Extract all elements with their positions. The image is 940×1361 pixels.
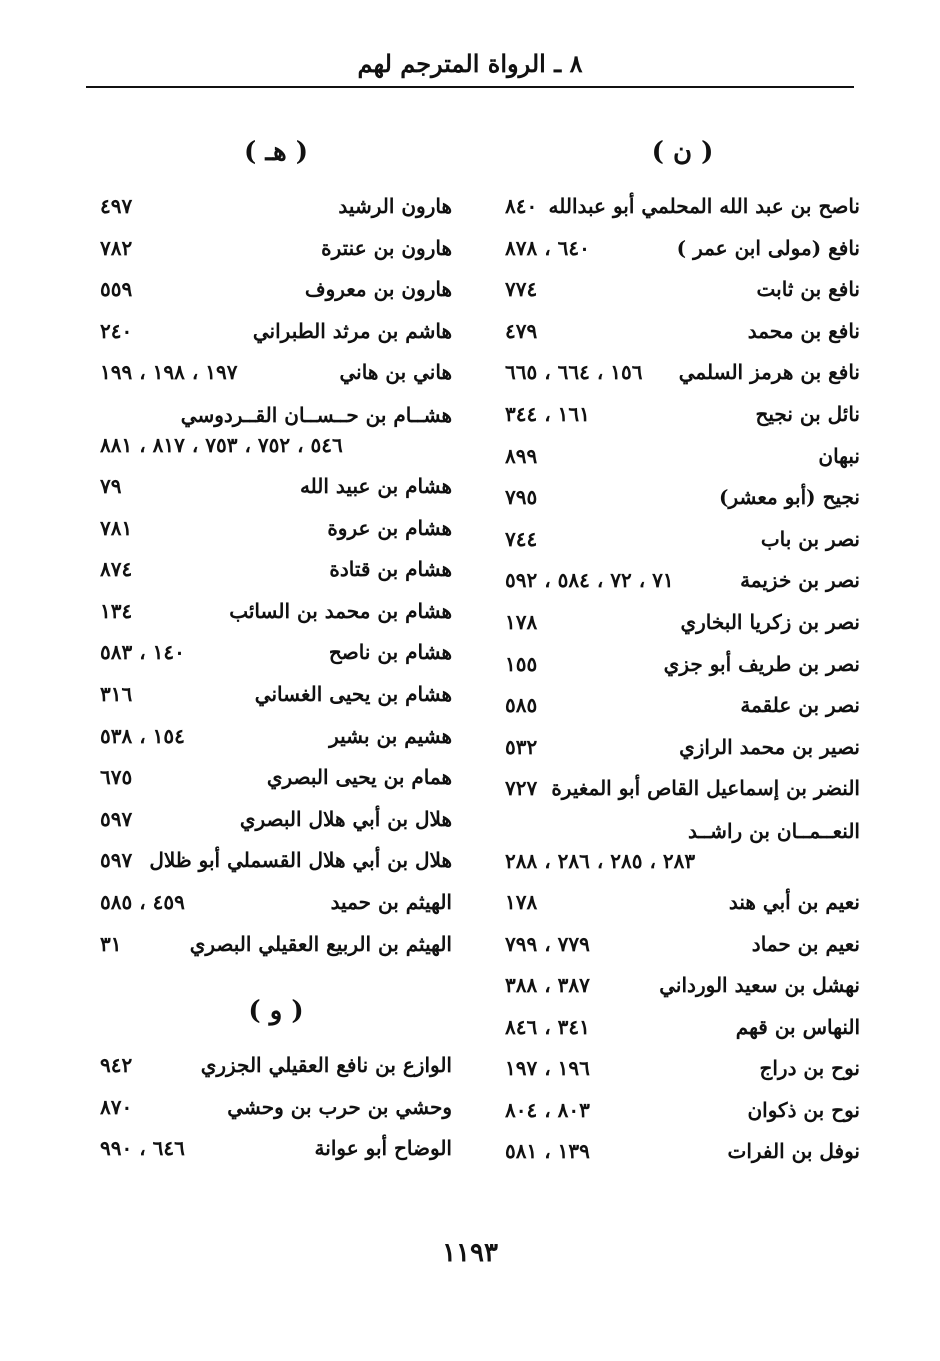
- narrator-name: نافع بن ثابت: [756, 277, 860, 302]
- page-refs: ١٦١ ، ٣٤٤: [505, 401, 590, 426]
- page-title: ٨ ـ الرواة المترجم لهم: [357, 49, 583, 78]
- list-item: [505, 810, 860, 882]
- narrator-name: نصر بن خزيمة: [740, 568, 860, 593]
- narrator-name: هلال بن أبي هلال البصري: [239, 806, 452, 831]
- page-refs: ١٩٦ ، ١٩٧: [505, 1056, 590, 1081]
- narrator-name: نافع (مولى ابن عمر ): [676, 235, 860, 260]
- narrator-name: الهيثم بن الربيع العقيلي البصري: [189, 931, 452, 956]
- narrator-name: نعيم بن أبي هند: [728, 889, 860, 914]
- page-refs: ٥٥٩: [100, 277, 133, 302]
- entries-waw: [100, 1045, 452, 1170]
- page-refs: ٧٧٩ ، ٧٩٩: [505, 931, 590, 956]
- page-refs: ١٩٧ ، ١٩٨ ، ١٩٩: [100, 360, 238, 385]
- page-refs: ٨٧٠: [100, 1094, 133, 1119]
- narrator-name: نائل بن نجيح: [755, 401, 860, 426]
- narrator-name: هشام بن عبيد الله: [299, 473, 452, 498]
- narrator-name: وحشي بن حرب بن وحشي: [227, 1094, 452, 1119]
- narrator-name: الهيثم بن حميد: [330, 889, 452, 914]
- list-item: [505, 1090, 860, 1132]
- page-refs: ٥٤٦ ، ٧٥٢ ، ٧٥٣ ، ٨١٧ ، ٨٨١: [100, 432, 343, 457]
- page-header: [86, 46, 854, 88]
- page-refs: ٧٨١: [100, 515, 133, 540]
- list-item: [505, 924, 860, 966]
- list-item: [100, 508, 452, 550]
- page-refs: ٨٠٣ ، ٨٠٤: [505, 1097, 590, 1122]
- narrator-name: هاشم بن مرثد الطبراني: [252, 318, 452, 343]
- section-heading-nun: ( ن ): [651, 137, 714, 167]
- list-item: [505, 1007, 860, 1049]
- list-item: [100, 186, 452, 228]
- narrator-name: نجيح (أبو معشر): [719, 485, 860, 510]
- list-item: [505, 394, 860, 436]
- page-refs: ١٤٠ ، ٥٨٣: [100, 640, 185, 665]
- narrator-name: هشام بن محمد بن السائب: [229, 598, 452, 623]
- list-item: [505, 1048, 860, 1090]
- page-refs: ١٣٤: [100, 598, 133, 623]
- page-refs: ٥٩٧: [100, 848, 133, 873]
- section-heading-waw: ( و ): [248, 996, 304, 1027]
- list-item: [100, 311, 452, 353]
- list-item: [505, 602, 860, 644]
- page-refs: ٦٤٦ ، ٩٩٠: [100, 1136, 185, 1161]
- narrator-name: نوح بن دراج: [759, 1056, 860, 1081]
- narrator-name: الوازع بن نافع العقيلي الجزري: [200, 1053, 452, 1078]
- page-refs: ٩٤٢: [100, 1053, 133, 1078]
- page-refs: ٣٤١ ، ٨٤٦: [505, 1014, 590, 1039]
- page-refs: ٣١٦: [100, 681, 133, 706]
- list-item: [505, 560, 860, 602]
- page-refs: ٦٧٥: [100, 765, 133, 790]
- narrator-name: نوفل بن الفرات: [727, 1139, 860, 1164]
- list-item: [100, 228, 452, 270]
- narrator-name: هارون الرشيد: [338, 194, 452, 218]
- narrator-name: نصر بن طريف أبو جزي: [663, 651, 860, 676]
- list-item: [505, 311, 860, 353]
- entries-nun: [505, 186, 860, 1173]
- narrator-name: نافع بن هرمز السلمي: [678, 360, 860, 385]
- narrator-name: نصر بن علقمة: [740, 693, 860, 718]
- narrator-name: نافع بن محمد: [747, 318, 860, 343]
- page-refs: ٧٨٢: [100, 235, 133, 260]
- narrator-name: النضر بن إسماعيل القاص أبو المغيرة: [551, 776, 860, 801]
- narrator-name: نوح بن ذكوان: [747, 1097, 860, 1122]
- page-refs: ٧٤٤: [505, 526, 538, 551]
- list-item: [505, 436, 860, 478]
- list-item: [505, 965, 860, 1007]
- page-refs: ٧٧٤: [505, 277, 538, 302]
- list-item: [100, 269, 452, 311]
- list-item: [505, 477, 860, 519]
- narrator-name: النعــمــان بن راشــد: [687, 818, 860, 843]
- entries-ha: [100, 186, 452, 965]
- narrator-name: هشام بن قتادة: [329, 557, 452, 582]
- section-spacer: [100, 965, 452, 989]
- page-refs: ١٥٤ ، ٥٣٨: [100, 723, 185, 748]
- page-refs: ٧٩: [100, 473, 122, 498]
- page-refs: ٣١: [100, 931, 122, 956]
- narrator-name: هلال بن أبي هلال القسملي أبو ظلال: [149, 848, 452, 873]
- list-item: [100, 882, 452, 924]
- list-item: [505, 768, 860, 810]
- page-refs: ٤٩٧: [100, 194, 133, 218]
- page-refs: ٨٩٩: [505, 443, 538, 468]
- list-item: [100, 1087, 452, 1129]
- narrator-name: هشــام بن حــســان القــردوسي: [180, 402, 452, 427]
- page-refs: ٨٤٠: [505, 194, 538, 218]
- list-item: [100, 716, 452, 758]
- list-item: [100, 549, 452, 591]
- list-item: [100, 352, 452, 394]
- page-refs: ٨٧٤: [100, 557, 133, 582]
- narrator-name: هشام بن ناصح: [328, 640, 452, 665]
- page-refs: ٣٨٧ ، ٣٨٨: [505, 973, 590, 998]
- list-item: [100, 394, 452, 466]
- page-number: ١١٩٣: [442, 1238, 498, 1268]
- list-item: [100, 674, 452, 716]
- narrator-name: النهاس بن قهم: [735, 1014, 860, 1039]
- column-nun: [505, 130, 860, 1173]
- narrator-name: نصر بن باب: [760, 526, 860, 551]
- narrator-name: نبهان: [818, 443, 860, 468]
- page-refs: ١٧٨: [505, 889, 538, 914]
- list-item: [505, 186, 860, 228]
- narrator-name: هارون بن معروف: [304, 277, 452, 302]
- page-refs: ١٥٥: [505, 651, 538, 676]
- list-item: [505, 882, 860, 924]
- list-item: [505, 644, 860, 686]
- list-item: [100, 591, 452, 633]
- narrator-name: نهشل بن سعيد الورداني: [659, 973, 860, 998]
- list-item: [505, 519, 860, 561]
- narrator-name: الوضاح أبو عوانة: [314, 1136, 452, 1161]
- narrator-name: ناصح بن عبد الله المحلمي أبو عبدالله: [548, 194, 860, 218]
- list-item: [100, 632, 452, 674]
- narrator-name: هشام بن عروة: [327, 515, 452, 540]
- page-refs: ٥٨٥: [505, 693, 538, 718]
- page-refs: ١٣٩ ، ٥٨١: [505, 1139, 590, 1164]
- list-item: [100, 466, 452, 508]
- page-refs: ٧١ ، ٧٢ ، ٥٨٤ ، ٥٩٢: [505, 568, 674, 593]
- list-item: [100, 840, 452, 882]
- page-refs: ١٥٦ ، ٦٦٤ ، ٦٦٥: [505, 360, 643, 385]
- narrator-name: هارون بن عنترة: [321, 235, 452, 260]
- list-item: [505, 1131, 860, 1173]
- list-item: [505, 685, 860, 727]
- list-item: [505, 352, 860, 394]
- list-item: [505, 727, 860, 769]
- page-refs: ١٧٨: [505, 609, 538, 634]
- narrator-name: نصير بن محمد الرازي: [679, 734, 860, 759]
- page-refs: ٦٤٠ ، ٨٧٨: [505, 235, 590, 260]
- page-refs: ٥٩٧: [100, 806, 133, 831]
- section-heading-ha: ( هـ ): [243, 137, 309, 167]
- page-refs: ٥٣٢: [505, 734, 538, 759]
- list-item: [505, 269, 860, 311]
- list-item: [100, 799, 452, 841]
- list-item: [100, 924, 452, 966]
- narrator-name: همام بن يحيى البصري: [266, 765, 452, 790]
- narrator-name: هشيم بن بشير: [329, 723, 452, 748]
- page-refs: ٧٩٥: [505, 485, 538, 510]
- list-item: [100, 1045, 452, 1087]
- narrator-name: هاني بن هاني: [339, 360, 452, 385]
- column-ha-waw: [100, 130, 452, 1170]
- list-item: [100, 1128, 452, 1170]
- page-refs: ٢٤٠: [100, 318, 133, 343]
- list-item: [100, 757, 452, 799]
- page-refs: ٢٨٣ ، ٢٨٥ ، ٢٨٦ ، ٢٨٨: [505, 848, 696, 873]
- page-refs: ٧٢٧: [505, 776, 538, 801]
- page-refs: ٤٧٩: [505, 318, 538, 343]
- page-refs: ٤٥٩ ، ٥٨٥: [100, 889, 185, 914]
- narrator-name: نصر بن زكريا البخاري: [680, 609, 860, 634]
- narrator-name: نعيم بن حماد: [751, 931, 860, 956]
- list-item: [505, 228, 860, 270]
- narrator-name: هشام بن يحيى الغساني: [254, 681, 452, 706]
